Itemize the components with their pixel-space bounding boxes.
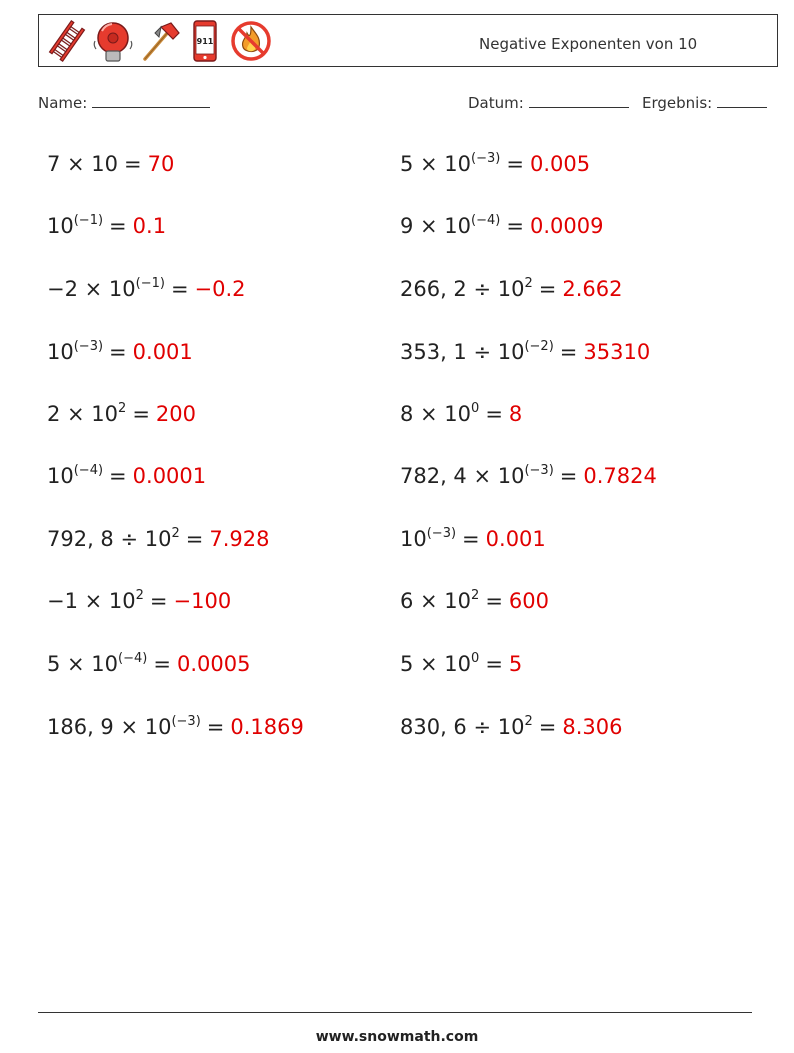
date-blank-line[interactable] (529, 93, 629, 108)
problem-left-9 (47, 652, 250, 676)
problem-left-3 (47, 277, 246, 301)
equals-sign: = (185, 527, 204, 551)
exponent: (−3) (171, 714, 201, 729)
answer: 70 (147, 152, 175, 176)
question-text: 7 × 10 (47, 152, 119, 176)
answer: 0.005 (529, 152, 591, 176)
problem-left-10 (47, 715, 304, 739)
question-text: 266, 2 ÷ 10 (400, 277, 525, 301)
equals-sign: = (506, 214, 524, 238)
problem-left-6 (47, 464, 206, 488)
exponent: (−2) (524, 339, 554, 354)
question-text: 10 (47, 340, 74, 364)
problem-question (400, 277, 533, 301)
problem-question (400, 652, 479, 676)
exponent: (−1) (73, 213, 104, 228)
question-text: 830, 6 ÷ 10 (400, 715, 525, 739)
problem-question (47, 214, 103, 238)
exponent: 2 (471, 588, 480, 603)
result-blank-line[interactable] (717, 93, 767, 108)
problem-question (400, 589, 479, 613)
result-label: Ergebnis: (642, 94, 713, 112)
equals-sign: = (170, 277, 189, 301)
problem-right-10 (400, 715, 622, 739)
question-text: −1 × 10 (47, 589, 136, 613)
problem-question (47, 340, 103, 364)
date-label: Datum: (468, 94, 524, 112)
problem-question (400, 464, 554, 488)
equals-sign: = (559, 464, 578, 488)
footer-divider (38, 1012, 752, 1013)
problem-right-5 (400, 402, 522, 426)
date-field (468, 93, 629, 112)
answer: 5 (508, 652, 523, 676)
exponent: 0 (471, 401, 480, 416)
answer: 0.0001 (132, 464, 207, 488)
phone-911-text: 911 (196, 37, 214, 46)
equals-sign: = (109, 214, 127, 238)
question-text: 10 (47, 464, 74, 488)
problem-left-7 (47, 527, 269, 551)
problem-right-1 (400, 152, 590, 176)
equals-sign: = (485, 652, 503, 676)
question-text: 782, 4 × 10 (400, 464, 525, 488)
problem-question (47, 652, 147, 676)
problem-right-6 (400, 464, 657, 488)
question-text: 353, 1 ÷ 10 (400, 340, 525, 364)
exponent: (−3) (524, 463, 554, 478)
name-blank-line[interactable] (92, 93, 210, 108)
problem-question (400, 715, 533, 739)
question-text: 8 × 10 (400, 402, 472, 426)
problem-right-2 (400, 214, 603, 238)
equals-sign: = (485, 402, 503, 426)
question-text: 186, 9 × 10 (47, 715, 172, 739)
answer: 7.928 (209, 527, 270, 551)
exponent: (−1) (135, 276, 165, 291)
question-text: 6 × 10 (400, 589, 472, 613)
answer: −100 (173, 589, 232, 613)
equals-sign: = (506, 152, 524, 176)
equals-sign: = (559, 340, 578, 364)
problem-right-7 (400, 527, 546, 551)
exponent: 2 (524, 714, 533, 729)
problem-left-8 (47, 589, 231, 613)
problem-right-8 (400, 589, 549, 613)
problem-question (47, 402, 126, 426)
answer: 0.0009 (529, 214, 604, 238)
no-fire-icon (229, 19, 273, 63)
problem-question (47, 152, 118, 176)
problem-right-4 (400, 340, 650, 364)
problem-left-4 (47, 340, 193, 364)
exponent: (−3) (426, 526, 457, 541)
question-text: 9 × 10 (400, 214, 472, 238)
answer: 8.306 (562, 715, 623, 739)
problem-question (47, 277, 165, 301)
exponent: (−4) (73, 463, 104, 478)
answer: 600 (508, 589, 550, 613)
name-label: Name: (38, 94, 88, 112)
question-text: 10 (400, 527, 427, 551)
problem-question (47, 715, 201, 739)
answer: 2.662 (562, 277, 623, 301)
exponent: 0 (471, 651, 480, 666)
problem-right-3 (400, 277, 622, 301)
result-field (642, 93, 767, 112)
answer: 35310 (583, 340, 651, 364)
exponent: (−3) (73, 339, 104, 354)
question-text: 792, 8 ÷ 10 (47, 527, 172, 551)
equals-sign: = (132, 402, 150, 426)
answer: −0.2 (194, 277, 246, 301)
equals-sign: = (149, 589, 168, 613)
fire-axe-icon (137, 19, 181, 63)
equals-sign: = (206, 715, 225, 739)
ladder-icon (45, 19, 89, 63)
question-text: 2 × 10 (47, 402, 119, 426)
exponent: 2 (118, 401, 127, 416)
equals-sign: = (485, 589, 503, 613)
footer-url: www.snowmath.com (315, 1029, 479, 1045)
equals-sign: = (124, 152, 142, 176)
answer: 0.001 (485, 527, 546, 551)
problem-question (400, 402, 479, 426)
worksheet-title: Negative Exponenten von 10 (479, 35, 698, 53)
answer: 0.1 (132, 214, 167, 238)
equals-sign: = (538, 715, 557, 739)
question-text: 5 × 10 (47, 652, 119, 676)
answer: 200 (155, 402, 197, 426)
equals-sign: = (538, 277, 557, 301)
answer: 0.001 (132, 340, 193, 364)
problem-question (47, 589, 144, 613)
answer: 0.1869 (230, 715, 304, 739)
answer: 0.7824 (583, 464, 657, 488)
equals-sign: = (109, 464, 127, 488)
answer: 8 (508, 402, 523, 426)
answer: 0.0005 (176, 652, 251, 676)
equals-sign: = (462, 527, 480, 551)
problem-question (47, 464, 103, 488)
exponent: 2 (171, 526, 180, 541)
problem-left-2 (47, 214, 166, 238)
problem-left-1 (47, 152, 174, 176)
exponent: (−4) (471, 213, 501, 228)
question-text: 5 × 10 (400, 652, 472, 676)
phone-911-icon (183, 19, 227, 63)
fire-alarm-bell-icon (91, 19, 135, 63)
worksheet-header (38, 14, 778, 67)
problem-question (400, 214, 500, 238)
equals-sign: = (109, 340, 127, 364)
problem-right-9 (400, 652, 522, 676)
exponent: (−4) (118, 651, 148, 666)
exponent: 2 (135, 588, 144, 603)
problem-question (400, 340, 554, 364)
exponent: (−3) (471, 151, 501, 166)
name-field (38, 93, 210, 112)
exponent: 2 (524, 276, 533, 291)
equals-sign: = (153, 652, 171, 676)
question-text: −2 × 10 (47, 277, 136, 301)
problem-left-5 (47, 402, 196, 426)
question-text: 5 × 10 (400, 152, 472, 176)
problem-question (400, 527, 456, 551)
problem-question (400, 152, 500, 176)
question-text: 10 (47, 214, 74, 238)
problem-question (47, 527, 180, 551)
